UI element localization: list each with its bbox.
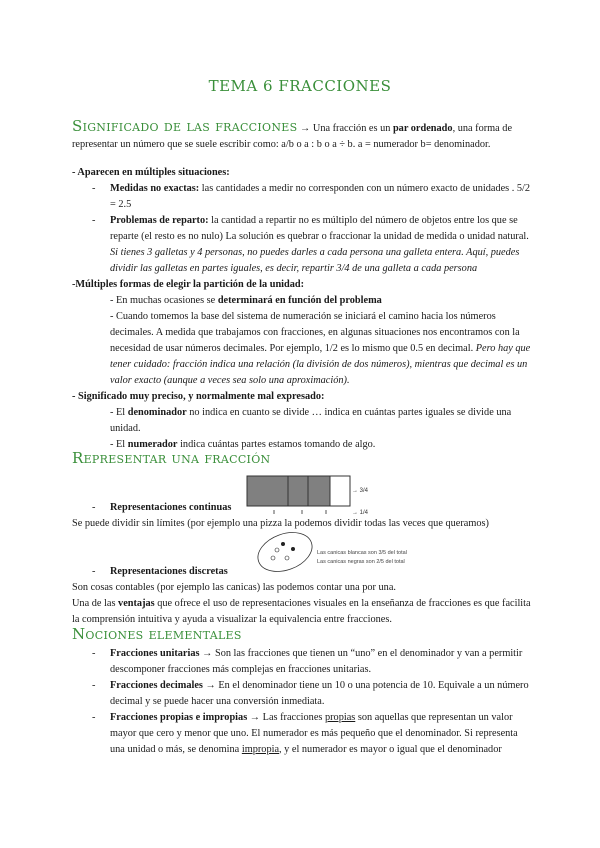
- section-heading: Nociones elementales: [72, 625, 242, 643]
- list-line: - En muchas ocasiones se determinará en función del problema: [110, 295, 382, 306]
- list-line: - El denominador no indica en cuanto se divide … indica en cuántas partes iguales se divide una unidad.: [110, 407, 512, 434]
- marbles-legend-1: Las canicas blancas son 3/5 del total: [317, 550, 407, 556]
- paragraph: Son cosas contables (por ejemplo las canicas) las podemos contar una por una.: [72, 582, 396, 593]
- list-item: - Problemas de reparto: la cantidad a repartir no es múltiplo del número de objetos entre los que se reparte (el resto es no nulo) La solución es quebrar o fraccionar la unidad de medida o unidad natural. Si tienes 3 galletas y 4 personas, no puedes darles a cada persona una galleta entera. Aquí, puedes dividir las galletas en partes iguales, es decir, repartir 3/4 de una galleta a cada persona: [72, 213, 532, 277]
- page-title: TEMA 6 FRACCIONES: [208, 77, 392, 95]
- bar-label-bottom: → 1/4: [352, 510, 369, 516]
- section-representar: [72, 450, 532, 466]
- list-item: - Fracciones unitarias → Son las fracciones que tienen un “uno” en el denominador y van a permitir descomponer fracciones más complejas en fracciones unitarias.: [72, 646, 532, 678]
- list-item: - Representaciones continuas: [72, 500, 270, 516]
- black-marble: [291, 547, 295, 551]
- section-significado: [72, 118, 532, 453]
- paragraph: Una de las ventajas que ofrece el uso de representaciones visuales en la enseñanza de fracciones es que facilita la comprensión intuitiva y ayuda a visualizar la equivalencia entre fracciones.: [72, 598, 531, 625]
- white-marble: [275, 548, 279, 552]
- list-label: - Significado muy preciso, y normalmente mal expresado:: [72, 391, 325, 402]
- list-label: - Aparecen en múltiples situaciones:: [72, 167, 230, 178]
- white-marble: [285, 556, 289, 560]
- list-line: - Cuando tomemos la base del sistema de numeración se iniciará el camino hacia los números decimales. A medida que trabajamos con fracciones, en algunas situaciones nos encontramos con la necesidad de usar números decimales. Por ejemplo, 1/2 es lo mismo que 0.5 en decimal. Pero hay que tener cuidado: fracción indica una relación (la división de dos números), mientras que decimal es un valor exacto (aunque a veces sea solo una aproximación).: [110, 311, 531, 386]
- white-marble: [271, 556, 275, 560]
- list-item: - Fracciones decimales → En el denominador tiene un 10 o una potencia de 10. Equivale a un número decimal y se puede hacer una conversión inmediata.: [72, 678, 532, 710]
- list-label: -Múltiples formas de elegir la partición de la unidad:: [72, 279, 305, 290]
- list-item: - Fracciones propias e impropias → Las fracciones propias son aquellas que representan un valor mayor que cero y menor que uno. El numerador es más pequeño que el denominador. Si representa una unidad o más, se denomina impropia, y el numerador es mayor o igual que el denominador: [72, 710, 532, 758]
- black-marble: [281, 542, 285, 546]
- paragraph: Se puede dividir sin límites (por ejemplo una pizza la podemos dividir todas las veces que queramos): [72, 518, 489, 529]
- continuous-block: [72, 500, 532, 532]
- bar-label-top: → 3/4: [352, 488, 369, 494]
- list-item: - Representaciones discretas: [72, 564, 270, 580]
- section-heading: Significado de las fracciones: [72, 117, 298, 135]
- list-item: - Medidas no exactas: las cantidades a medir no corresponden con un número exacto de unidades . 5/2 = 2.5: [72, 181, 532, 213]
- section-heading: Representar una fracción: [72, 449, 271, 467]
- intro-paragraph: Significado de las fracciones → Una fracción es un par ordenado, una forma de representar un número que se suele escribir como: a/b o a : b o a ÷ b. a = numerador b= denominador.: [72, 117, 513, 150]
- section-nociones: [72, 626, 532, 758]
- marbles-legend-2: Las canicas negras son 2/5 del total: [317, 559, 405, 565]
- list-line: - El numerador indica cuántas partes estamos tomando de algo.: [110, 439, 376, 450]
- discrete-block: [72, 564, 532, 628]
